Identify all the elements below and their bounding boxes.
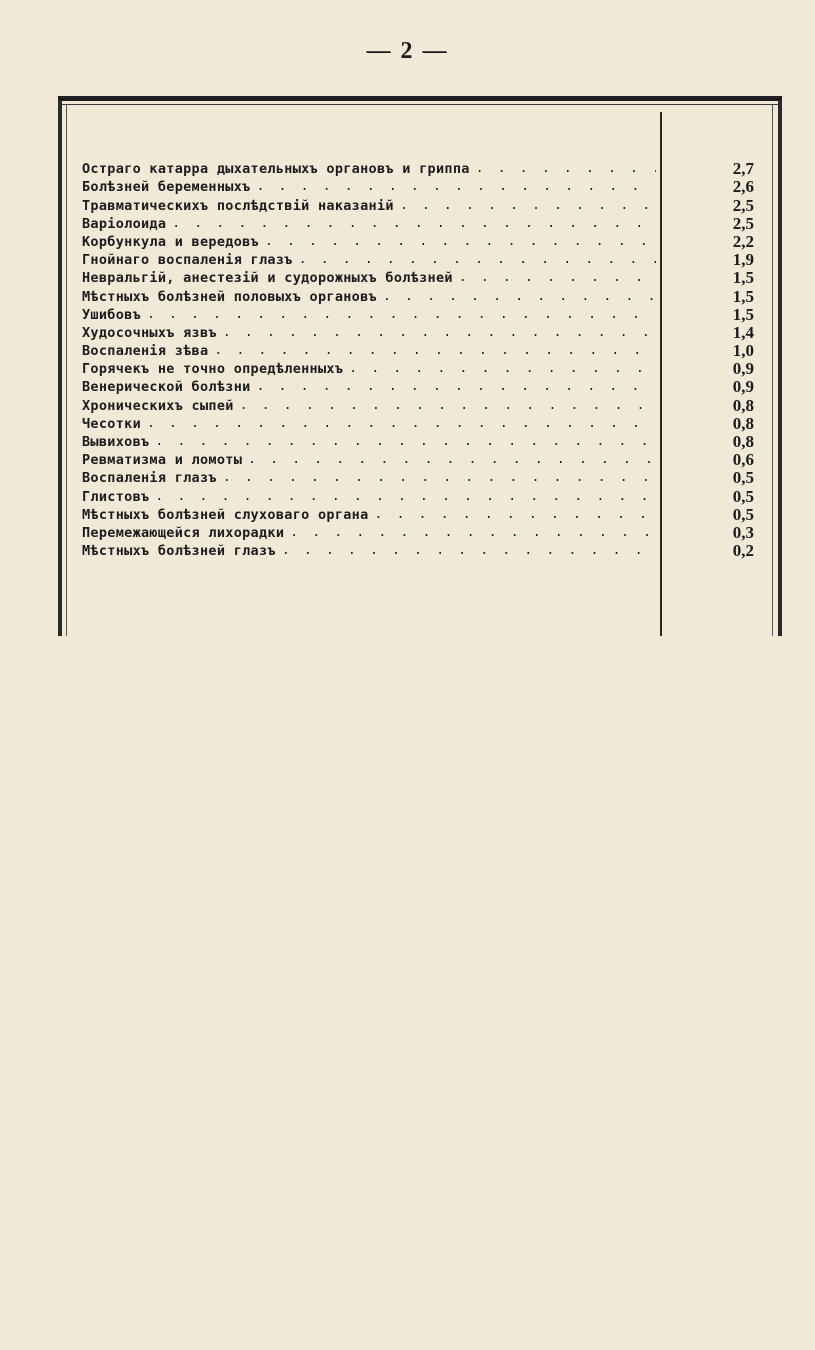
table-body	[82, 160, 754, 560]
row-label: Воспаленія зѣва	[82, 343, 209, 360]
table-row	[82, 396, 754, 414]
table-row	[82, 524, 754, 542]
table-row	[82, 306, 754, 324]
leader-dots	[217, 469, 656, 487]
table-row	[82, 287, 754, 305]
table-right-inner-border	[772, 104, 773, 636]
leader-dots	[343, 360, 656, 378]
leader-dots	[369, 506, 656, 524]
row-value: 0,9	[732, 359, 754, 379]
row-value: 1,4	[732, 322, 754, 342]
row-value: 1,9	[732, 250, 754, 270]
row-value: 2,7	[732, 159, 754, 179]
row-value: 0,5	[732, 468, 754, 488]
row-value: 0,8	[732, 395, 754, 415]
row-label: Глистовъ	[82, 488, 150, 505]
leader-dots	[453, 269, 656, 287]
row-label: Остраго катарра дыхательныхъ органовъ и гриппа	[82, 161, 470, 178]
table-row	[82, 360, 754, 378]
row-label: Хроническихъ сыпей	[82, 397, 234, 414]
leader-dots	[149, 488, 656, 506]
leader-dots	[242, 451, 656, 469]
row-label: Перемежающейся лихорадки	[82, 524, 285, 541]
table-left-inner-border	[66, 104, 67, 636]
row-label: Ушибовъ	[82, 306, 141, 323]
row-label: Ревматизма и ломоты	[82, 452, 243, 469]
leader-dots	[234, 397, 656, 415]
leader-dots	[251, 378, 656, 396]
row-value: 2,2	[732, 231, 754, 251]
row-label: Мѣстныхъ болѣзней слуховаго органа	[82, 506, 369, 523]
row-label: Горячекъ не точно опредѣленныхъ	[82, 361, 344, 378]
row-label: Корбункула и вередовъ	[82, 233, 259, 250]
row-value: 0,5	[732, 486, 754, 506]
table-top-rule-thin	[58, 104, 782, 105]
leader-dots	[377, 288, 656, 306]
table-row	[82, 196, 754, 214]
row-value: 0,5	[732, 504, 754, 524]
table-row	[82, 469, 754, 487]
row-value: 0,8	[732, 432, 754, 451]
row-value: 0,9	[732, 377, 754, 397]
row-label: Невральгій, анестезій и судорожныхъ болѣзней	[82, 270, 453, 287]
row-label: Мѣстныхъ болѣзней глазъ	[82, 543, 276, 560]
table-top-rule	[58, 96, 782, 101]
table-row	[82, 378, 754, 396]
row-label: Гнойнаго воспаленія глазъ	[82, 252, 293, 269]
row-value: 1,5	[732, 268, 754, 288]
table-row	[82, 269, 754, 287]
table-left-border	[58, 100, 62, 636]
row-value: 1,0	[732, 341, 754, 361]
leader-dots	[284, 524, 656, 542]
table-row	[82, 415, 754, 433]
row-label: Мѣстныхъ болѣзней половыхъ органовъ	[82, 288, 377, 305]
row-label: Варіолоида	[82, 215, 167, 232]
row-value: 2,6	[732, 177, 754, 197]
table-row	[82, 160, 754, 178]
table-row	[82, 178, 754, 196]
table-row	[82, 233, 754, 251]
table-row	[82, 542, 754, 560]
row-label: Болѣзней беременныхъ	[82, 179, 251, 196]
row-label: Травматическихъ послѣдствій наказаній	[82, 197, 394, 214]
page-number: — 2 —	[366, 38, 449, 64]
leader-dots	[217, 324, 656, 342]
leader-dots	[251, 178, 656, 196]
leader-dots	[208, 342, 656, 360]
row-label: Вывиховъ	[82, 434, 150, 450]
row-value: 0,6	[732, 450, 754, 470]
leader-dots	[293, 251, 656, 269]
leader-dots	[141, 306, 656, 324]
table-row	[82, 251, 754, 269]
row-label: Худосочныхъ язвъ	[82, 324, 217, 341]
leader-dots	[149, 433, 656, 451]
row-value: 2,5	[732, 195, 754, 215]
row-value: 0,3	[732, 522, 754, 542]
leader-dots	[394, 197, 656, 215]
table-row	[82, 324, 754, 342]
row-label: Воспаленія глазъ	[82, 470, 217, 487]
table-row	[82, 487, 754, 505]
row-label: Чесотки	[82, 415, 141, 432]
table-row	[82, 506, 754, 524]
leader-dots	[141, 415, 656, 433]
row-value: 1,5	[732, 304, 754, 324]
row-value: 1,5	[732, 286, 754, 306]
leader-dots	[470, 160, 656, 178]
table-row	[82, 433, 754, 451]
leader-dots	[276, 542, 656, 560]
table-row	[82, 215, 754, 233]
row-value: 2,5	[732, 213, 754, 233]
table-row	[82, 451, 754, 469]
row-value: 0,2	[732, 541, 754, 561]
row-value: 0,8	[732, 413, 754, 433]
table-right-border	[778, 100, 782, 636]
row-label: Венерической болѣзни	[82, 379, 251, 396]
leader-dots	[166, 215, 656, 233]
leader-dots	[259, 233, 656, 251]
table-row	[82, 342, 754, 360]
